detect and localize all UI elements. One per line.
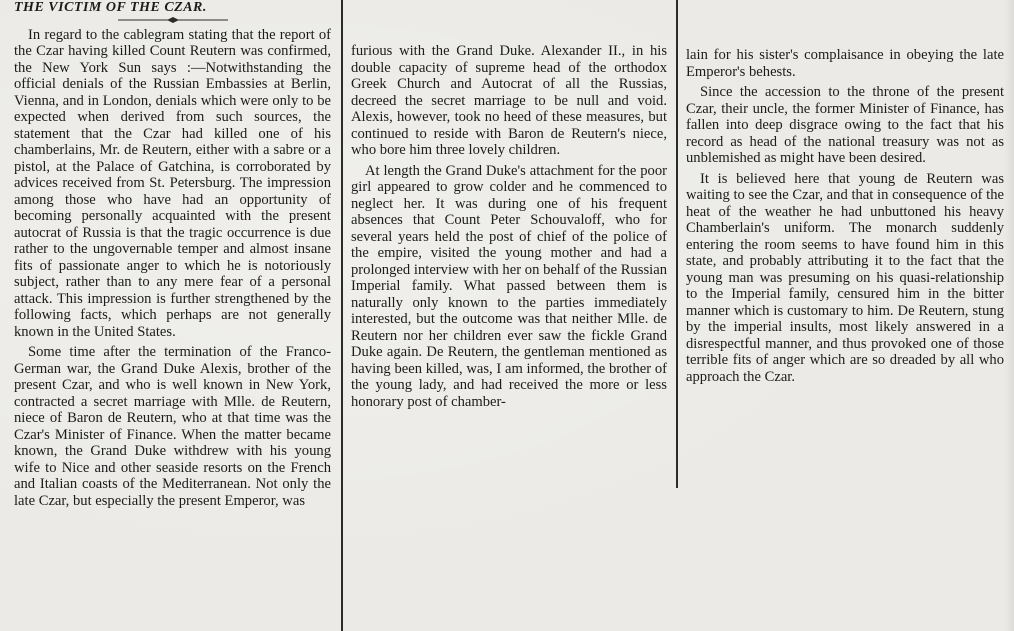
column-2-paragraph-2: At length the Grand Duke's attachment for the poor girl appeared to grow colder and he commenced to neglect her. It was during one of his frequent absences that Count Peter Schouvaloff, who for several years held the post of chief of the police of the empire, visited the young mother and had a prolonged interview with her on behalf of the Russian Imperial family. What passed between them is naturally only known to the parties immediately interested, but the outcome was that neither Mlle. de Reutern nor her children ever saw the fickle Grand Duke again. De Reutern, the gentleman mentioned as having been killed, was, I am informed, the brother of the young lady, and had received the more or less honorary post of chamber- [351, 162, 667, 410]
column-3-paragraph-3: It is believed here that young de Reutern was waiting to see the Czar, and that in consequence of the heat of the weather he had unbuttoned his heavy Chamberlain's uniform. The monarch suddenly entering the room seems to have found him in this state, and probably attributing it to the fact that the young man was presuming on his quasi-relationship to the Imperial family, censured him in the bitter manner which is customary to him. De Reutern, stung by the imperial insults, most likely answered in a disrespectful manner, and thus provoked one of those terrible fits of anger which are so dreaded by all who approach the Czar. [686, 170, 1004, 385]
column-2 [351, 43, 667, 410]
column-3-paragraph-2: Since the accession to the throne of the present Czar, their uncle, the former Minister of Finance, has fallen into deep disgrace owing to the fact that his record as head of the national treasury was not as unblemished as might have been desired. [686, 84, 1004, 166]
page-edge-shade [1004, 0, 1014, 631]
column-1-paragraph-2: Some time after the termination of the Franco-German war, the Grand Duke Alexis, brother of the present Czar, and who is well known in New York, contracted a secret marriage with Mlle. de Reutern, niece of Baron de Reutern, who at that time was the Czar's Minister of Finance. When the matter became known, the Grand Duke withdrew with his young wife to Nice and other seaside resorts on the French and Italian coasts of the Mediterranean. Not only the late Czar, but especially the present Emperor, was [14, 344, 331, 509]
column-3-paragraph-1: lain for his sister's complaisance in obeying the late Emperor's behests. [686, 47, 1004, 80]
column-rule-1 [341, 0, 343, 631]
headline-ornament [118, 17, 228, 23]
column-rule-2 [676, 0, 678, 488]
article-headline: THE VICTIM OF THE CZAR. [14, 0, 207, 15]
column-3 [686, 47, 1004, 385]
column-2-paragraph-1: furious with the Grand Duke. Alexander II., in his double capacity of supreme head of the orthodox Greek Church and Autocrat of all the Russias, decreed the secret marriage to be null and void. Alexis, however, took no heed of these measures, but continued to reside with Baron de Reutern's niece, who bore him three lovely children. [351, 43, 667, 158]
column-1-paragraph-1: In regard to the cablegram stating that the report of the Czar having killed Count Reutern was confirmed, the New York Sun says :—Notwithstanding the official denials of the Russian Embassies at Berlin, Vienna, and in London, denials which were only to be expected when derived from such sources, the statement that the Czar had killed one of his chamberlains, Mr. de Reutern, either with a sabre or a pistol, at the Palace of Gatchina, is corroborated by advices received from St. Petersburg. The impression among those who have had an opportunity of becoming personally acquainted with the present autocrat of Russia is that the tragic occurrence is due rather to the ungovernable temper and almost insane fits of passionate anger to which he is notoriously subject, rather than to any mere fear of a personal attack. This impression is further strengthened by the following facts, which perhaps are not generally known in the United States. [14, 26, 331, 340]
column-1 [14, 0, 331, 509]
